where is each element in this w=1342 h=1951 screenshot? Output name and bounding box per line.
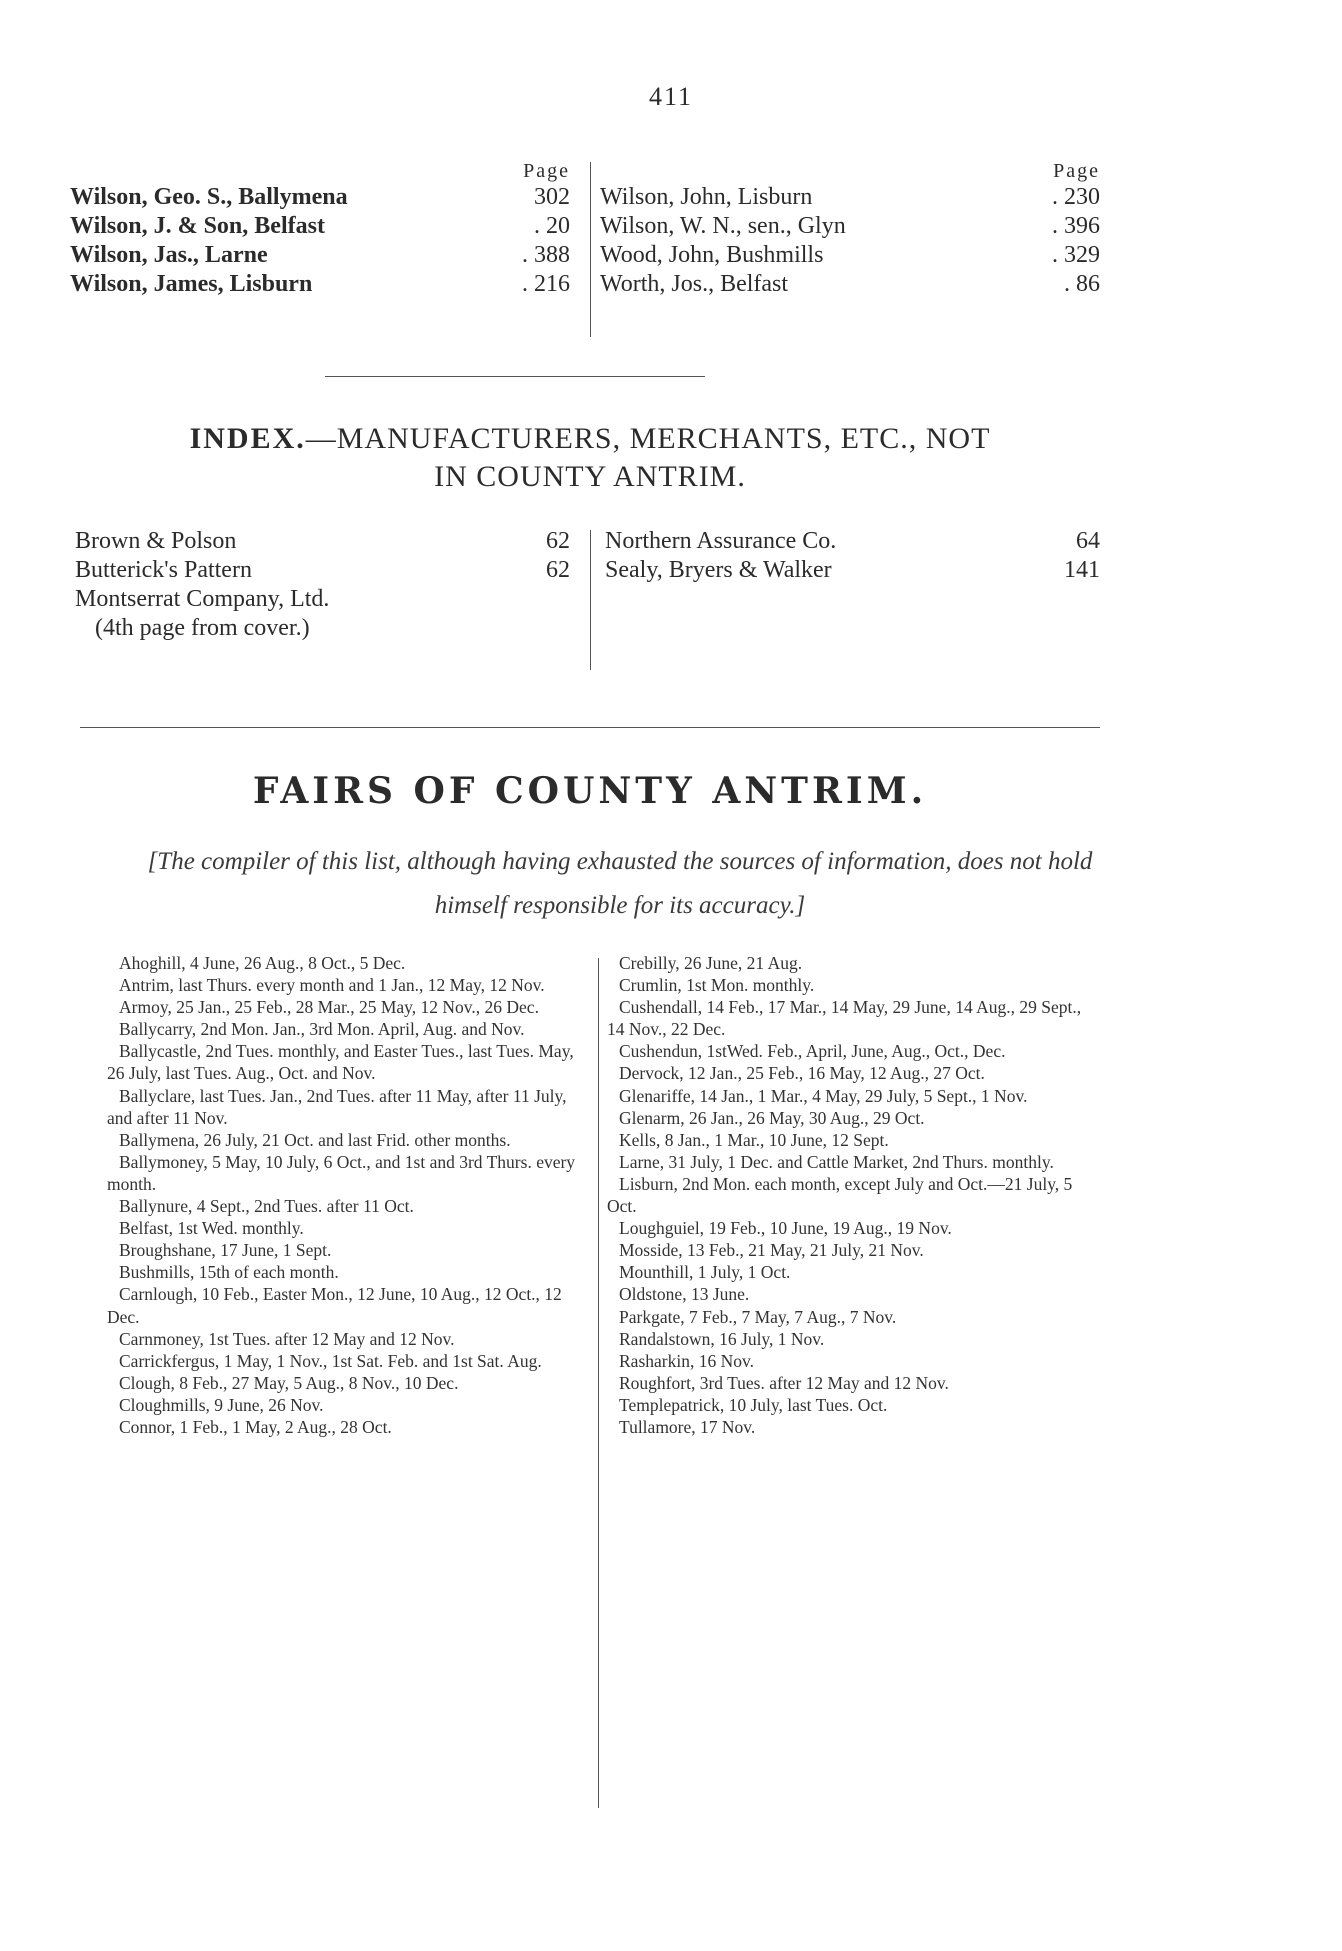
entry-page: . 216: [522, 271, 570, 297]
fair-entry: Belfast, 1st Wed. monthly.: [119, 1218, 304, 1239]
index-title-rest: —MANUFACTURERS, MERCHANTS, ETC., NOT: [305, 422, 991, 455]
fair-entry: Ahoghill, 4 June, 26 Aug., 8 Oct., 5 Dec.: [119, 953, 406, 973]
entry-page: . 230: [1052, 184, 1100, 210]
fairs-divider: [598, 958, 599, 1808]
entry-row: [70, 212, 570, 241]
rule-top: [325, 376, 705, 377]
index-entry-name: Montserrat Company, Ltd.: [75, 586, 330, 612]
entry-page: . 86: [1064, 271, 1100, 297]
entry-name: Wilson, John, Lisburn: [600, 184, 813, 210]
entry-page: 302: [534, 184, 570, 210]
fair-entry: Ballymena, 26 July, 21 Oct. and last Frid. other months.: [119, 1129, 511, 1150]
wilson-divider: [590, 162, 591, 337]
fair-entry: Mounthill, 1 July, 1 Oct.: [619, 1262, 791, 1283]
page-column-heading-right: Page: [1053, 160, 1100, 182]
fair-entry: Larne, 31 July, 1 Dec. and Cattle Market, 2nd Thurs. monthly.: [619, 1151, 1054, 1172]
entry-name: Northern Assurance Co.: [605, 528, 837, 554]
entry-row: [75, 556, 570, 585]
entry-row: [605, 556, 1100, 585]
entry-page: 62: [546, 557, 570, 583]
entry-row: [75, 527, 570, 556]
fair-entry: Kells, 8 Jan., 1 Mar., 10 June, 12 Sept.: [619, 1129, 889, 1150]
fair-entry: Connor, 1 Feb., 1 May, 2 Aug., 28 Oct.: [119, 1416, 392, 1437]
fair-entry: Ballynure, 4 Sept., 2nd Tues. after 11 Oct.: [119, 1196, 414, 1217]
index-left-column: [75, 527, 570, 643]
fair-entry: Rasharkin, 16 Nov.: [619, 1350, 754, 1371]
index-title: [70, 420, 1110, 496]
entry-page: . 20: [534, 213, 570, 239]
entry-row: [600, 183, 1100, 212]
fair-entry: Bushmills, 15th of each month.: [119, 1262, 339, 1283]
entry-name: Worth, Jos., Belfast: [600, 271, 789, 297]
fair-entry: Antrim, last Thurs. every month and 1 Jan., 12 May, 12 Nov.: [119, 975, 545, 996]
entry-name: Wilson, James, Lisburn: [70, 271, 313, 297]
fair-entry: Carrickfergus, 1 May, 1 Nov., 1st Sat. Feb. and 1st Sat. Aug.: [119, 1350, 542, 1371]
fair-entry: Lisburn, 2nd Mon. each month, except July and Oct.—21 July, 5 Oct.: [607, 1173, 1073, 1217]
entry-name: Wilson, Jas., Larne: [70, 242, 268, 268]
fair-entry: Armoy, 25 Jan., 25 Feb., 28 Mar., 25 May, 12 Nov., 26 Dec.: [119, 997, 539, 1018]
fair-entry: Glenarm, 26 Jan., 26 May, 30 Aug., 29 Oct.: [619, 1107, 925, 1128]
index-entry-extra: [75, 614, 570, 643]
index-title-bold: INDEX.: [189, 422, 306, 455]
entry-name: Wilson, Geo. S., Ballymena: [70, 184, 348, 210]
fairs-right-column: [607, 952, 1102, 1438]
entry-row: [600, 270, 1100, 299]
fair-entry: Parkgate, 7 Feb., 7 May, 7 Aug., 7 Nov.: [619, 1306, 897, 1327]
fair-entry: Mosside, 13 Feb., 21 May, 21 July, 21 Nov.: [619, 1240, 924, 1261]
fair-entry: Templepatrick, 10 July, last Tues. Oct.: [619, 1394, 888, 1415]
page-column-heading: Page: [523, 160, 570, 182]
fair-entry: Loughguiel, 19 Feb., 10 June, 19 Aug., 19 Nov.: [619, 1218, 952, 1239]
entry-name: Butterick's Pattern: [75, 557, 252, 583]
fair-entry: Ballyclare, last Tues. Jan., 2nd Tues. after 11 May, after 11 July, and after 11 Nov.: [107, 1085, 567, 1128]
entry-name: Sealy, Bryers & Walker: [605, 557, 832, 583]
fair-entry: Crumlin, 1st Mon. monthly.: [619, 975, 815, 996]
entry-page: . 388: [522, 242, 570, 268]
index-entry-extra: [75, 585, 570, 614]
fair-entry: Clough, 8 Feb., 27 May, 5 Aug., 8 Nov., 10 Dec.: [119, 1372, 459, 1393]
entry-page: . 329: [1052, 242, 1100, 268]
entry-page: 62: [546, 528, 570, 554]
entry-page: . 396: [1052, 213, 1100, 239]
entry-row: [600, 212, 1100, 241]
fair-entry: Randalstown, 16 July, 1 Nov.: [619, 1328, 825, 1349]
fair-entry: Roughfort, 3rd Tues. after 12 May and 12 Nov.: [619, 1372, 949, 1393]
fair-entry: Cushendall, 14 Feb., 17 Mar., 14 May, 29 June, 14 Aug., 29 Sept., 14 Nov., 22 Dec.: [607, 997, 1082, 1040]
fairs-title: FAIRS OF COUNTY ANTRIM.: [252, 770, 928, 812]
fair-entry: Cushendun, 1stWed. Feb., April, June, Aug., Oct., Dec.: [619, 1041, 1006, 1062]
index-entry-name: (4th page from cover.): [95, 615, 310, 641]
wilson-left-column: [70, 160, 570, 299]
fairs-note: [The compiler of this list, although having exhausted the sources of information, does not hold himself responsible for its accuracy.]: [147, 848, 1093, 919]
entry-name: Brown & Polson: [75, 528, 237, 554]
entry-name: Wilson, W. N., sen., Glyn: [600, 213, 846, 239]
entry-row: [70, 241, 570, 270]
entry-page: 64: [1076, 528, 1100, 554]
fair-entry: Ballycarry, 2nd Mon. Jan., 3rd Mon. April, Aug. and Nov.: [119, 1019, 525, 1040]
index-title-line2: IN COUNTY ANTRIM.: [434, 460, 746, 493]
index-right-column: [605, 527, 1100, 585]
fair-entry: Broughshane, 17 June, 1 Sept.: [119, 1240, 332, 1261]
entry-page: 141: [1064, 557, 1100, 583]
fair-entry: Glenariffe, 14 Jan., 1 Mar., 4 May, 29 July, 5 Sept., 1 Nov.: [619, 1085, 1028, 1106]
entry-row: [70, 183, 570, 212]
fair-entry: Tullamore, 17 Nov.: [619, 1416, 756, 1437]
fair-entry: Crebilly, 26 June, 21 Aug.: [619, 953, 803, 973]
fair-entry: Ballycastle, 2nd Tues. monthly, and Easter Tues., last Tues. May, 26 July, last Tues. Aug., Oct. and Nov.: [107, 1041, 574, 1084]
wilson-right-column: [600, 160, 1100, 299]
index-divider: [590, 530, 591, 670]
fairs-left-column: [107, 952, 577, 1438]
fair-entry: Cloughmills, 9 June, 26 Nov.: [119, 1394, 324, 1415]
entry-name: Wilson, J. & Son, Belfast: [70, 213, 325, 239]
entry-row: [605, 527, 1100, 556]
entry-row: [70, 270, 570, 299]
rule-middle: [80, 727, 1100, 728]
fair-entry: Carnmoney, 1st Tues. after 12 May and 12 Nov.: [119, 1328, 455, 1349]
fair-entry: Ballymoney, 5 May, 10 July, 6 Oct., and 1st and 3rd Thurs. every month.: [107, 1151, 576, 1194]
entry-row: [600, 241, 1100, 270]
entry-name: Wood, John, Bushmills: [600, 242, 824, 268]
fair-entry: Carnlough, 10 Feb., Easter Mon., 12 June, 10 Aug., 12 Oct., 12 Dec.: [107, 1284, 562, 1327]
fair-entry: Dervock, 12 Jan., 25 Feb., 16 May, 12 Aug., 27 Oct.: [619, 1063, 985, 1084]
fair-entry: Oldstone, 13 June.: [619, 1284, 750, 1305]
page-number: 411: [648, 82, 694, 111]
